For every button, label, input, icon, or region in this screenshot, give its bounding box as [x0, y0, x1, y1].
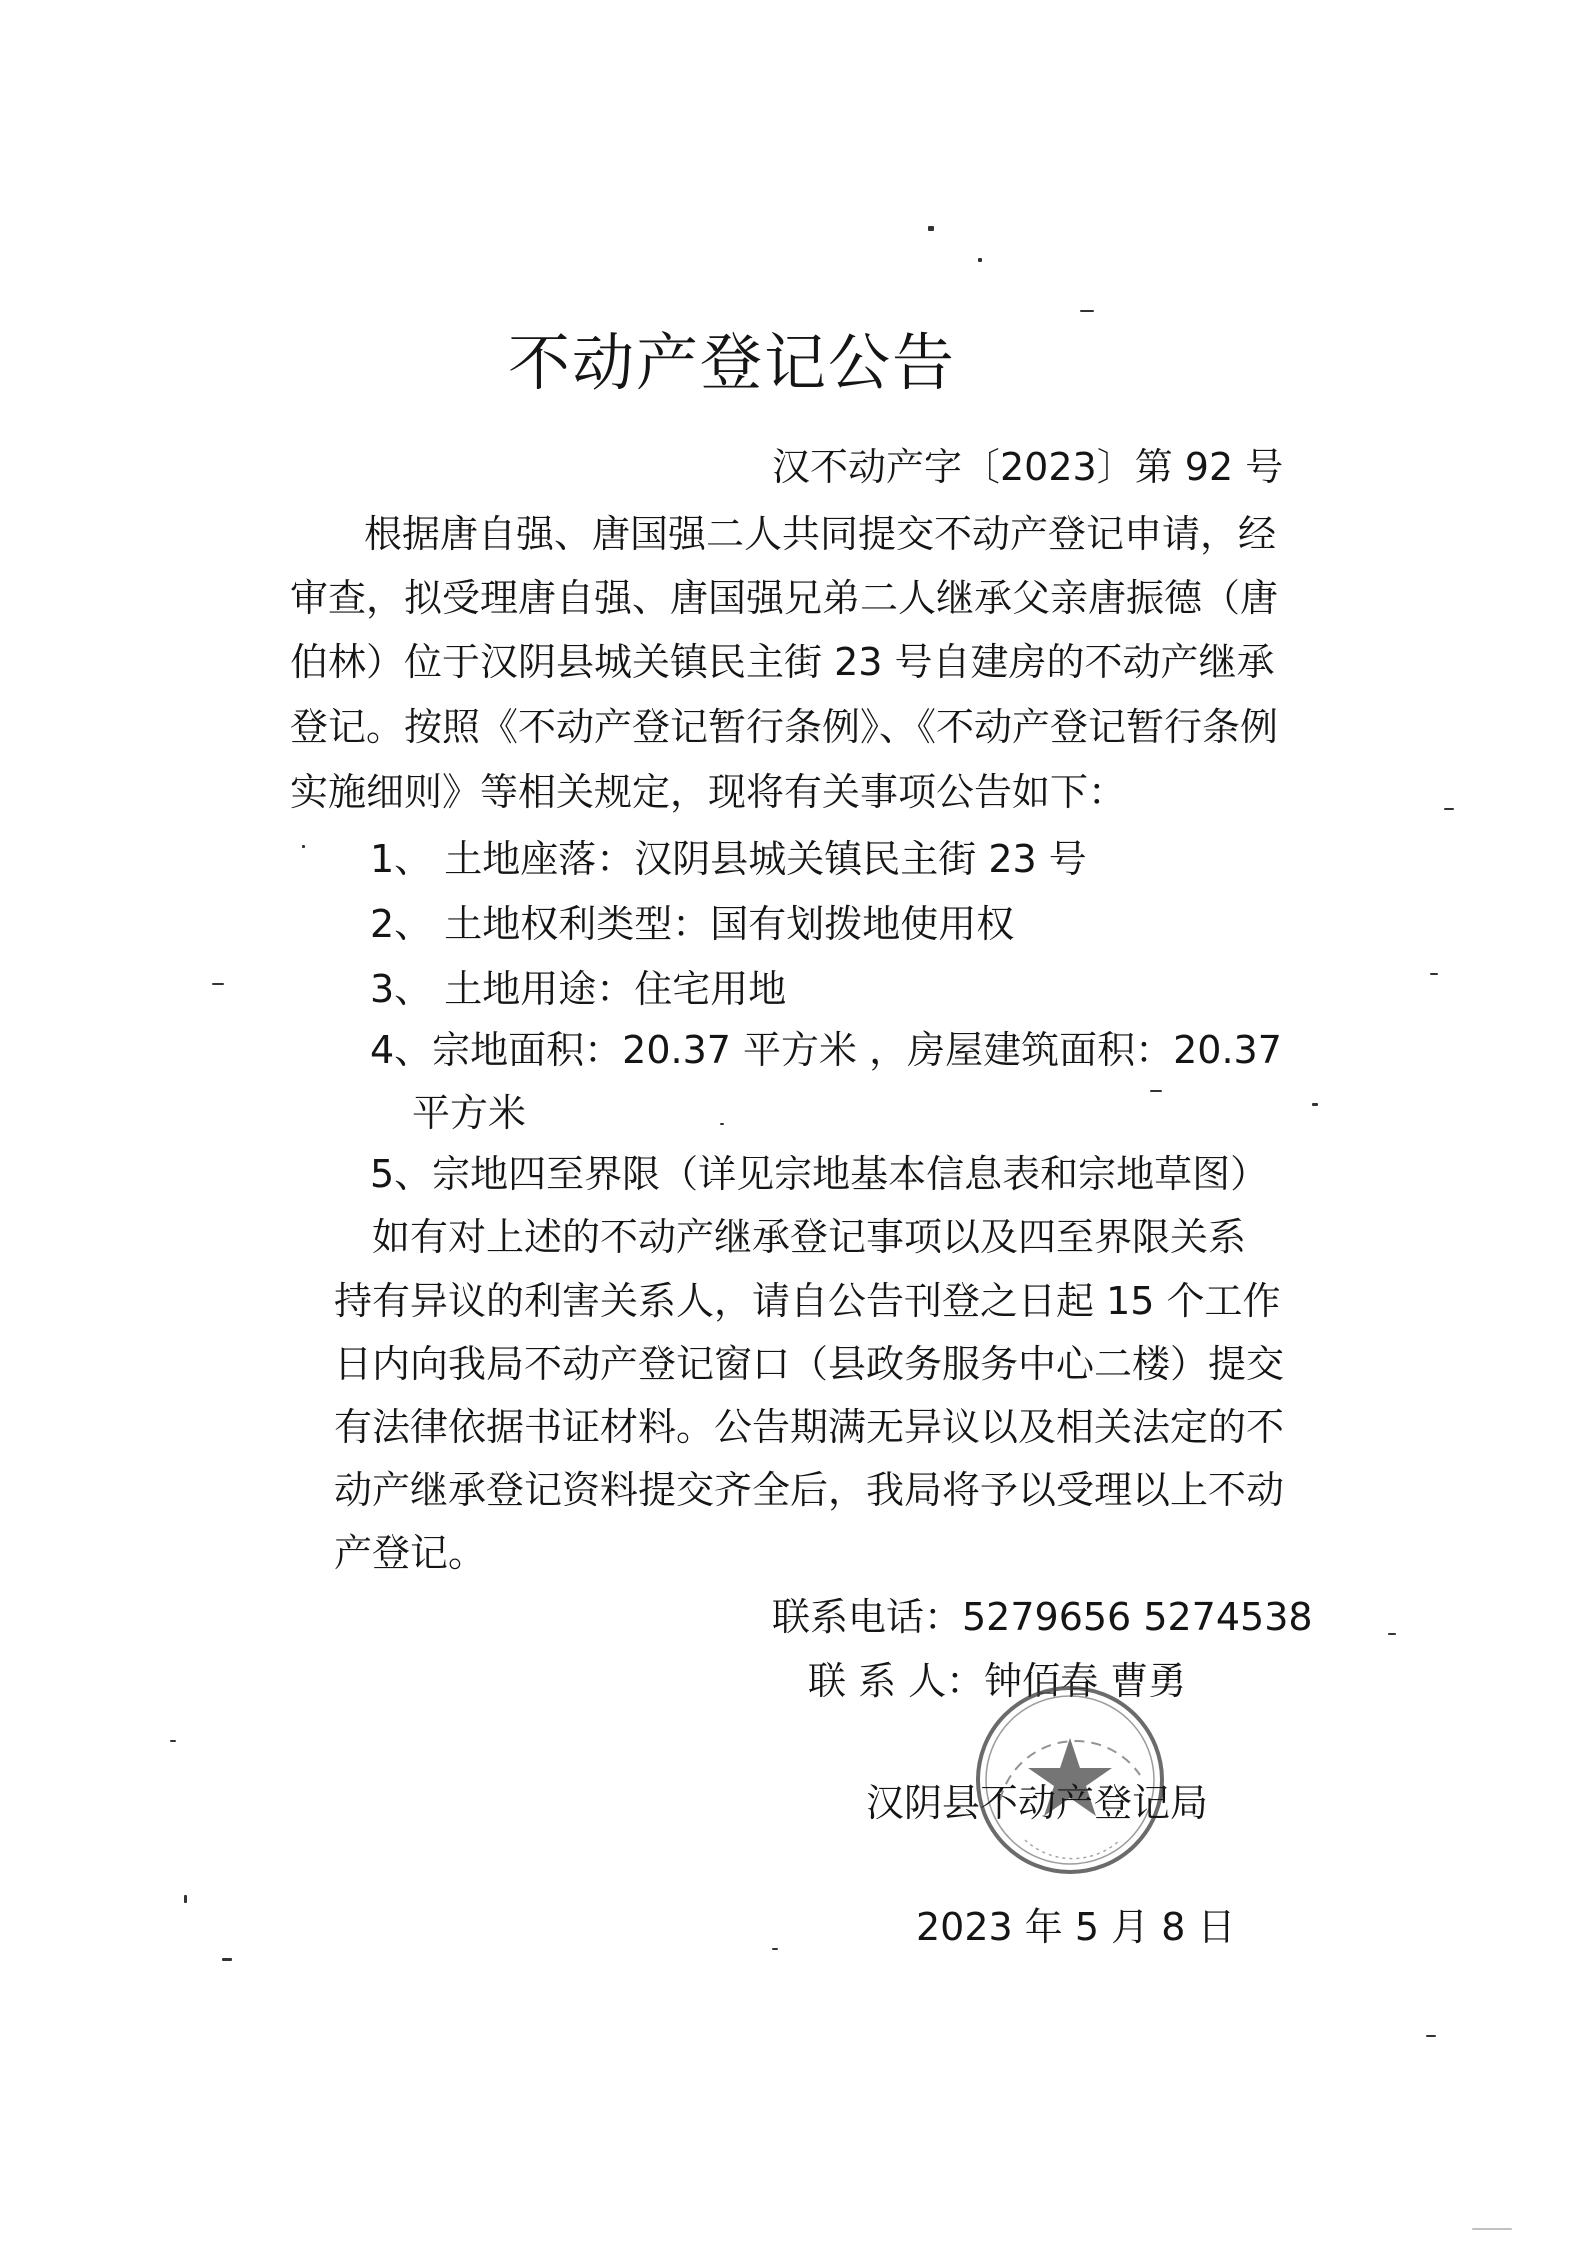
scan-speck — [302, 845, 305, 848]
closing-line: 如有对上述的不动产继承登记事项以及四至界限关系 — [372, 1215, 1247, 1259]
issuer-name: 汉阴县不动产登记局 — [866, 1781, 1209, 1825]
body-line: 根据唐自强、唐国强二人共同提交不动产登记申请，经 — [364, 512, 1277, 556]
list-item: 3、 土地用途：住宅用地 — [370, 967, 787, 1011]
closing-line: 有法律依据书证材料。公告期满无异议以及相关法定的不 — [334, 1405, 1285, 1449]
body-line: 实施细则》等相关规定，现将有关事项公告如下： — [290, 770, 1127, 814]
contact-person: 联 系 人：钟佰春 曹勇 — [808, 1659, 1187, 1703]
scan-speck — [978, 258, 982, 262]
scan-speck — [184, 1895, 187, 1903]
scan-speck — [1080, 310, 1094, 312]
list-item: 4、宗地面积：20.37 平方米 ，房屋建筑面积：20.37 — [370, 1028, 1282, 1072]
scan-speck — [928, 226, 934, 231]
scan-speck — [1472, 2228, 1512, 2230]
list-item: 2、 土地权利类型：国有划拨地使用权 — [370, 902, 1015, 946]
scan-speck — [222, 1958, 232, 1961]
closing-line: 持有异议的利害关系人，请自公告刊登之日起 15 个工作 — [334, 1279, 1281, 1323]
body-line: 审查，拟受理唐自强、唐国强兄弟二人继承父亲唐振德（唐 — [290, 576, 1279, 620]
closing-line: 产登记。 — [334, 1531, 487, 1575]
list-item: 1、 土地座落：汉阴县城关镇民主街 23 号 — [370, 837, 1087, 881]
scan-speck — [1426, 2035, 1436, 2037]
scan-speck — [1388, 1633, 1396, 1635]
closing-line: 动产继承登记资料提交齐全后，我局将予以受理以上不动 — [334, 1468, 1285, 1512]
scan-speck — [1150, 1090, 1162, 1092]
official-seal — [970, 1680, 1170, 1880]
closing-line: 日内向我局不动产登记窗口（县政务服务中心二楼）提交 — [334, 1342, 1285, 1386]
body-line: 登记。按照《不动产登记暂行条例》、《不动产登记暂行条例 — [290, 705, 1279, 749]
scan-speck — [720, 1123, 724, 1125]
list-item: 5、宗地四至界限（详见宗地基本信息表和宗地草图） — [370, 1152, 1269, 1196]
scan-speck — [1430, 973, 1438, 975]
list-item-continuation: 平方米 — [412, 1091, 527, 1135]
document-number: 汉不动产字〔2023〕第 92 号 — [772, 445, 1284, 489]
scan-speck — [212, 983, 224, 985]
scan-speck — [772, 1948, 778, 1950]
issue-date: 2023 年 5 月 8 日 — [916, 1905, 1236, 1949]
scan-speck — [1444, 808, 1454, 810]
scan-speck — [170, 1740, 176, 1742]
body-line: 伯林）位于汉阴县城关镇民主街 23 号自建房的不动产继承 — [290, 640, 1275, 684]
page-title: 不动产登记公告 — [508, 326, 957, 399]
scan-speck — [1312, 1103, 1318, 1106]
contact-phone: 联系电话：5279656 5274538 — [772, 1595, 1313, 1639]
